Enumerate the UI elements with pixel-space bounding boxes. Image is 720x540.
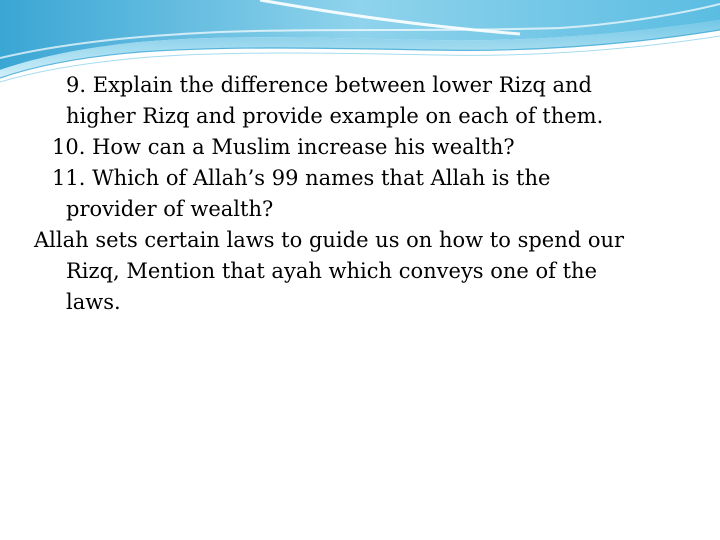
list-item-9-line-1	[48, 70, 688, 101]
paragraph-line-1: Allah sets certain laws to guide us on how to spend our	[34, 228, 625, 252]
list-item-number: 10.	[52, 135, 86, 159]
paragraph-line-3: laws.	[66, 290, 121, 314]
list-item-number: 11.	[52, 166, 86, 190]
list-item-text: Explain the difference between lower Rizq and	[92, 73, 592, 97]
list-item-9-line-2: higher Rizq and provide example on each of them.	[66, 104, 604, 128]
list-item-text: Which of Allah’s 99 names that Allah is the	[92, 166, 551, 190]
list-item-number: 9.	[66, 73, 87, 97]
list-item-11-line-1	[48, 163, 688, 194]
list-item-text: How can a Muslim increase his wealth?	[92, 135, 515, 159]
list-item-11-line-2: provider of wealth?	[66, 197, 274, 221]
list-item-10-line-1	[48, 132, 688, 163]
slide-body	[34, 70, 688, 318]
paragraph-line-2: Rizq, Mention that ayah which conveys one of the	[66, 259, 598, 283]
